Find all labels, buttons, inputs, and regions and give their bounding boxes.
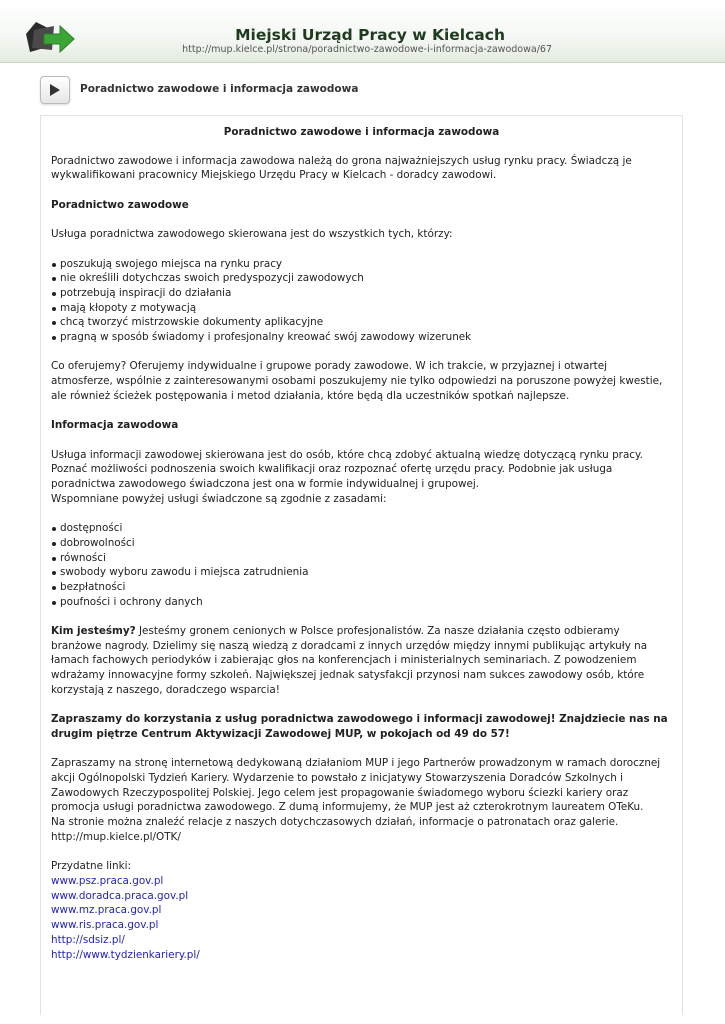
useful-links-label: Przydatne linki: xyxy=(51,860,132,873)
otk-url: http://mup.kielce.pl/OTK/ xyxy=(51,830,181,843)
section2-rules-lead: Wspomniane powyżej usługi świadczone są zgodnie z zasadami: xyxy=(51,492,387,505)
who-we-are-label: Kim jesteśmy? xyxy=(51,625,136,638)
otk-text-2: Na stronie można znaleźć relacje z naszych dotychczasowych działań, informacje o patronatach oraz galerie. xyxy=(51,816,619,829)
who-we-are-text: Jesteśmy gronem cenionych w Polsce profesjonalistów. Za nasze działania często odbieramy branżowe nagrody. Dzielimy się naszą wiedzą z doradcami z innych urzędów między innymi publikując artykuły na łamach fachowych periodyków i zabierając głos na konferencjach i ministerialnych seminariach. Z powodzeniem wdrażamy innowacyjne formy szkoleń. Największej jednak satysfakcji przynosi nam sukces zawodowy osób, które korzystają z naszego, doradczego wsparcia! xyxy=(51,625,648,696)
page-header xyxy=(0,0,725,63)
otk-text: Zapraszamy na stronę internetową dedykowaną działaniom MUP i jego Partnerów prowadzonym w ramach dorocznej akcji Ogólnopolski Tydzień Kariery. Wydarzenie to powstało z inicjatywy Stowarzyszenia Doradców Szkolnych i Zawodowych Rzeczypospolitej Polskiej. Jego celem jest propagowanie świadomego wyboru ściezki kariery oraz promocja usługi poradnictwa zawodowego. Z dumą informujemy, że MUP jest aż czterokrotnym laureatem OTeKu. xyxy=(51,757,661,814)
list-item: swobody wyboru zawodu i miejsca zatrudnienia xyxy=(51,565,672,580)
otk-paragraph xyxy=(51,756,672,844)
list-item: mają kłopoty z motywacją xyxy=(51,301,672,316)
list-item: dostępności xyxy=(51,521,672,536)
list-item: poszukują swojego miejsca na rynku pracy xyxy=(51,257,672,272)
article-intro: Poradnictwo zawodowe i informacja zawodowa należą do grona najważniejszych usług rynku pracy. Świadczą je wykwalifikowani pracownicy Miejskiego Urzędu Pracy w Kielcach - doradcy zawodowi. xyxy=(51,154,632,182)
list-item: chcą tworzyć mistrzowskie dokumenty aplikacyjne xyxy=(51,315,672,330)
site-url: http://mup.kielce.pl/strona/poradnictwo-zawodowe-i-informacja-zawodowa/67 xyxy=(182,44,552,55)
list-item: nie określili dotychczas swoich predyspozycji zawodowych xyxy=(51,271,672,286)
link-mz[interactable]: www.mz.praca.gov.pl xyxy=(51,904,162,917)
invite-paragraph: Zapraszamy do korzystania z usług poradnictwa zawodowego i informacji zawodowej! Znajdziecie nas na drugim piętrze Centrum Aktywizacji Zawodowej MUP, w pokojach od 49 do 57! xyxy=(51,713,668,740)
breadcrumb-button[interactable] xyxy=(40,76,70,104)
section1-offer: Co oferujemy? Oferujemy indywidualne i grupowe porady zawodowe. W ich trakcie, w przyjaznej i otwartej atmosferze, wspólnie z zainteresowanymi osobami poszukujemy nie tylko odpowiedzi na poruszone powyżej kwestie, ale również ścieżek postępowania i metod działania, które będą dla uczestników spotkań najlepsze. xyxy=(51,360,663,402)
link-ris[interactable]: www.ris.praca.gov.pl xyxy=(51,919,159,932)
article-title: Poradnictwo zawodowe i informacja zawodowa xyxy=(223,126,500,138)
list-item: dobrowolności xyxy=(51,536,672,551)
section2-list xyxy=(51,521,672,609)
play-arrow-icon xyxy=(49,83,61,97)
breadcrumb-title: Poradnictwo zawodowe i informacja zawodowa xyxy=(80,83,359,95)
who-we-are-paragraph xyxy=(51,624,672,698)
section2-text: Usługa informacji zawodowej skierowana jest do osób, które chcą zdobyć aktualną wiedzę dotyczącą rynku pracy. Poznać możliwości podnoszenia swoich kwalifikacji oraz rozpoznać ofertę urzędu pracy. Podobnie jak usługa poradnictwa zawodowego świadczona jest ona w formie indywidualnej i grupowej. xyxy=(51,448,643,491)
list-item: potrzebują inspiracji do działania xyxy=(51,286,672,301)
article-content xyxy=(40,115,683,1015)
link-sdsiz[interactable]: http://sdsiz.pl/ xyxy=(51,933,125,946)
section1-list xyxy=(51,257,672,345)
section-heading-poradnictwo: Poradnictwo zawodowe xyxy=(51,198,189,211)
logo-icon xyxy=(26,22,76,56)
section1-lead: Usługa poradnictwa zawodowego skierowana jest do wszystkich tych, którzy: xyxy=(51,228,453,241)
link-psz[interactable]: www.psz.praca.gov.pl xyxy=(51,874,164,887)
link-tydzienkariery[interactable]: http://www.tydzienkariery.pl/ xyxy=(51,948,200,961)
useful-links xyxy=(51,859,672,962)
list-item: równości xyxy=(51,551,672,566)
site-title: Miejski Urząd Pracy w Kielcach xyxy=(235,26,505,44)
section-heading-informacja: Informacja zawodowa xyxy=(51,419,179,432)
list-item: pragną w sposób świadomy i profesjonalny kreować swój zawodowy wizerunek xyxy=(51,330,672,345)
list-item: poufności i ochrony danych xyxy=(51,595,672,610)
link-doradca[interactable]: www.doradca.praca.gov.pl xyxy=(51,889,189,902)
list-item: bezpłatności xyxy=(51,580,672,595)
